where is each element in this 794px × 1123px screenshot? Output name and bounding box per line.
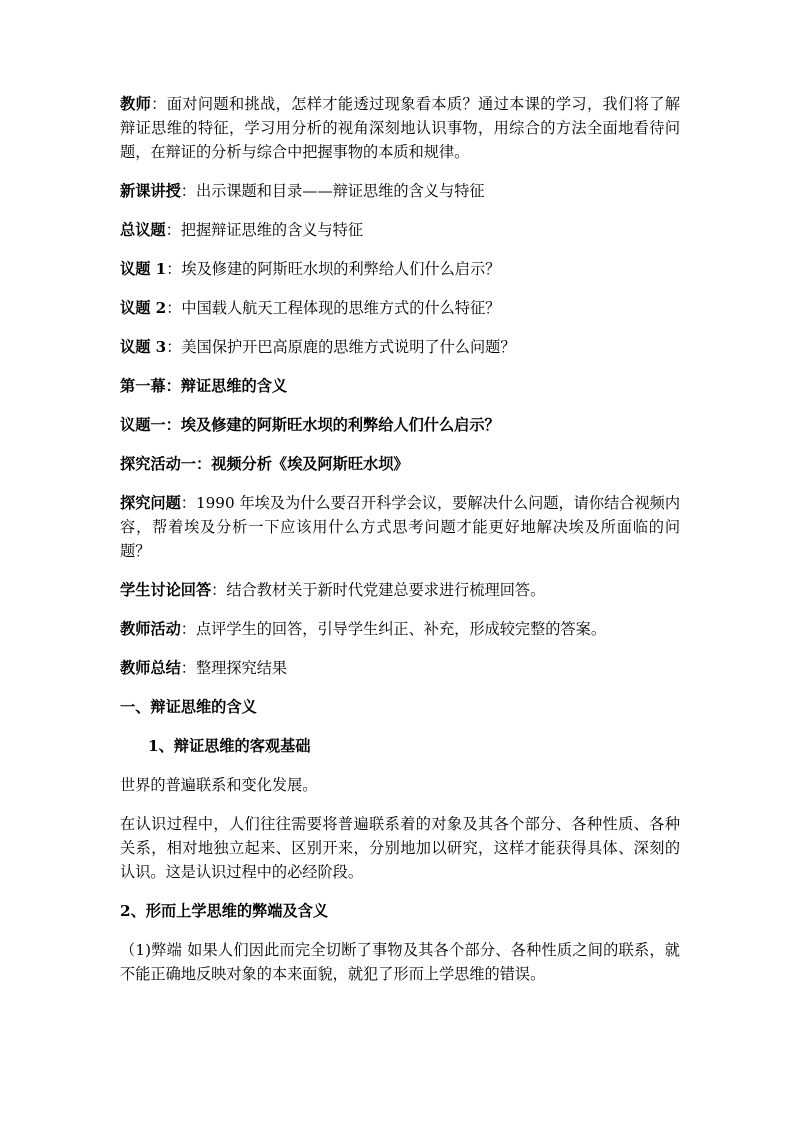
paragraph-text: ：整理探究结果 <box>180 659 288 677</box>
paragraph-text: ：面对问题和挑战，怎样才能透过现象看本质？通过本课的学习，我们将了解辩证思维的特征，学习用分析的视角深刻地认识事物，用综合的方法全面地看待问题，在辩证的分析与综合中把握事物的本质和规律。 <box>120 95 681 161</box>
paragraph-text: ：点评学生的回答，引导学生纠正、补充，形成较完整的答案。 <box>180 620 606 638</box>
paragraph-label: 议题 1 <box>120 260 167 278</box>
topic-3-paragraph <box>120 335 680 359</box>
paragraph-label: 总议题 <box>120 221 166 239</box>
paragraph-label: 新课讲授 <box>120 182 181 200</box>
paragraph-text: ：把握辩证思维的含义与特征 <box>165 221 363 239</box>
document-page <box>120 92 680 986</box>
paragraph-text: ：中国载人航天工程体现的思维方式的什么特征？ <box>166 299 501 317</box>
teacher-intro-paragraph <box>120 92 680 164</box>
paragraph-label: 探究问题 <box>120 494 181 512</box>
paragraph-label: 学生讨论回答 <box>120 581 212 599</box>
inquiry-question-paragraph <box>120 491 680 563</box>
paragraph-text: ：埃及修建的阿斯旺水坝的利弊给人们什么启示？ <box>166 260 501 278</box>
paragraph-text: ：美国保护开巴高原鹿的思维方式说明了什么问题？ <box>166 338 516 356</box>
topic-one-heading: 议题一：埃及修建的阿斯旺水坝的利弊给人们什么启示？ <box>120 416 500 434</box>
paragraph-text: ：出示课题和目录——辩证思维的含义与特征 <box>180 182 485 200</box>
paragraph-label: 教师活动 <box>120 620 181 638</box>
student-discussion-paragraph <box>120 578 680 602</box>
main-topic-paragraph <box>120 218 680 242</box>
body-paragraph: 世界的普遍联系和变化发展。 <box>120 776 318 794</box>
paragraph-label: 议题 2 <box>120 299 167 317</box>
new-lesson-paragraph <box>120 179 680 203</box>
section-1-heading: 一、辩证思维的含义 <box>120 698 257 716</box>
topic-2-paragraph <box>120 296 680 320</box>
subsection-2-heading: 2、形而上学思维的弊端及含义 <box>120 902 329 920</box>
teacher-summary-paragraph <box>120 656 680 680</box>
paragraph-label: 教师总结 <box>120 659 181 677</box>
paragraph-text: ：1990 年埃及为什么要召开科学会议，要解决什么问题，请你结合视频内容，帮着埃及分析一下应该用什么方式思考问题才能更好地解决埃及所面临的问题？ <box>120 494 681 560</box>
paragraph-label: 议题 3 <box>120 338 167 356</box>
topic-1-paragraph <box>120 257 680 281</box>
subsection-1-heading: 1、辩证思维的客观基础 <box>148 737 311 755</box>
body-paragraph: （1)弊端 如果人们因此而完全切断了事物及其各个部分、各种性质之间的联系，就不能正确地反映对象的本来面貌，就犯了形而上学思维的错误。 <box>120 941 680 983</box>
paragraph-text: ：结合教材关于新时代党建总要求进行梳理回答。 <box>211 581 546 599</box>
inquiry-activity-heading: 探究活动一：视频分析《埃及阿斯旺水坝》 <box>120 455 409 473</box>
body-paragraph: 在认识过程中，人们往往需要将普遍联系着的对象及其各个部分、各种性质、各种关系，相对地独立起来、区别开来，分别地加以研究，这样才能获得具体、深刻的认识。这是认识过程中的必经阶段。 <box>120 815 680 881</box>
paragraph-label: 教师 <box>120 95 152 113</box>
teacher-activity-paragraph <box>120 617 680 641</box>
act-1-heading: 第一幕：辩证思维的含义 <box>120 377 288 395</box>
